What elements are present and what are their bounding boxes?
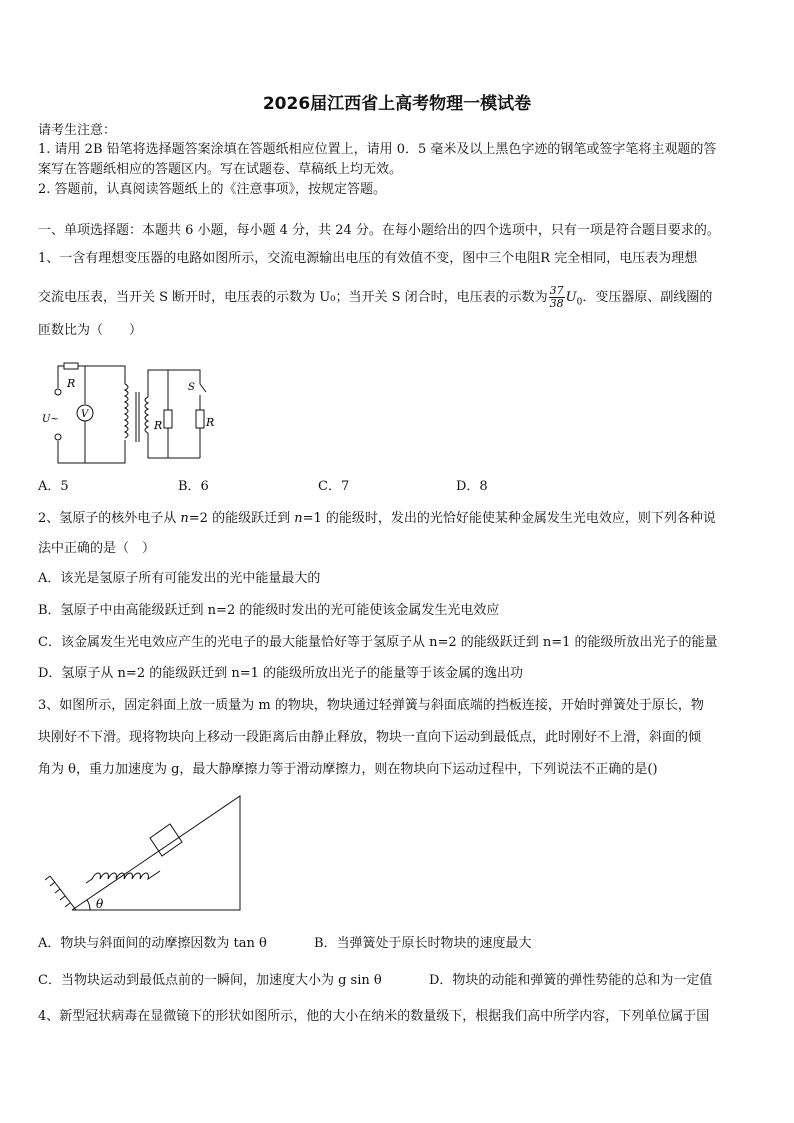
q1-frac-den: 38	[549, 297, 564, 310]
q1-circuit-figure	[40, 362, 230, 467]
q1-options	[38, 478, 488, 496]
q1-fraction	[549, 285, 565, 310]
page-title: 2026届江西省上高考物理一模试卷	[262, 94, 532, 114]
q3-option-a: A．物块与斜面间的动摩擦因数为 tan θ	[38, 936, 267, 951]
section-heading: 一、单项选择题：本题共 6 小题，每小题 4 分，共 24 分。在每小题给出的四个选项中，只有一项是符合题目要求的。	[38, 223, 720, 238]
q1-fig-meter: V	[81, 409, 89, 420]
q2-line-1b: =2 的能级跃迁到	[188, 511, 295, 526]
notice-item-1: 1. 请用 2B 铅笔将选择题答案涂填在答题纸相应位置上，请用 0．5 毫米及以上黑色字迹的钢笔或签字笔将主观题的答	[38, 142, 717, 157]
q1-fig-source: U~	[42, 414, 59, 425]
q2-n-to: n	[294, 511, 303, 526]
q1-line-2a: 交流电压表，当开关 S 断开时，电压表的示数为 U₀；当开关 S 闭合时，电压表的示数为	[38, 290, 548, 305]
q2-option-a: A．该光是氢原子所有可能发出的光中能量最大的	[38, 571, 321, 586]
q1-option-a: A．5	[38, 479, 69, 494]
q1-line-2b: ．变压器原、副线圈的	[582, 290, 713, 305]
notice-item-2: 2. 答题前，认真阅读答题纸上的《注意事项》，按规定答题。	[38, 182, 387, 197]
q1-fig-r-left: R	[154, 419, 163, 432]
q3-option-b: B．当弹簧处于原长时物块的速度最大	[314, 936, 532, 951]
notice-heading: 请考生注意：	[38, 123, 117, 138]
q2-line-1	[38, 510, 716, 528]
q1-fig-switch: S	[188, 382, 195, 393]
q2-line-2: 法中正确的是（ ）	[38, 541, 156, 556]
q2-option-b: B．氢原子中由高能级跃迁到 n=2 的能级时发出的光可能使该金属发生光电效应	[38, 603, 500, 618]
q3-option-d: D．物块的动能和弹簧的弹性势能的总和为一定值	[429, 973, 713, 988]
q3-options-row-1	[38, 935, 532, 953]
q3-line-3: 角为 θ，重力加速度为 g，最大静摩擦力等于滑动摩擦力，则在物块向下运动过程中，下列说法不正确的是()	[38, 762, 658, 777]
q2-option-d: D．氢原子从 n=2 的能级跃迁到 n=1 的能级所放出光子的能量等于该金属的逸出功	[38, 666, 524, 681]
q3-fig-theta: θ	[96, 897, 104, 911]
q3-options-row-2	[38, 972, 712, 990]
q3-incline-figure	[42, 792, 247, 914]
q1-frac-num: 37	[549, 284, 564, 297]
q2-line-1c: =1 的能级时，发出的光恰好能使某种金属发生光电效应，则下列各种说	[302, 511, 716, 526]
q1-option-d: D．8	[456, 479, 488, 494]
q1-line-2	[38, 285, 712, 312]
q3-option-c: C．当物块运动到最低点前的一瞬间，加速度大小为 g sin θ	[38, 973, 382, 988]
q1-option-c: C．7	[318, 479, 350, 494]
q1-fig-r-right: R	[206, 416, 215, 429]
notice-item-1-cont: 案写在答题纸相应的答题区内。写在试题卷、草稿纸上均无效。	[38, 162, 403, 177]
q1-frac-sub: 0	[576, 297, 583, 308]
q2-n-from: n	[180, 511, 189, 526]
q3-line-1: 3、如图所示，固定斜面上放一质量为 m 的物块，物块通过轻弹簧与斜面底端的挡板连接，开始时弹簧处于原长，物	[38, 698, 704, 713]
q1-option-b: B．6	[178, 479, 209, 494]
q1-frac-var: U	[565, 290, 577, 305]
q4-line-1: 4、新型冠状病毒在显微镜下的形状如图所示，他的大小在纳米的数量级下，根据我们高中所学内容，下列单位属于国	[38, 1009, 710, 1024]
q1-line-1: 1、一含有理想变压器的电路如图所示，交流电源输出电压的有效值不变，图中三个电阻R 完全相同，电压表为理想	[38, 251, 698, 266]
q2-option-c: C．该金属发生光电效应产生的光电子的最大能量恰好等于氢原子从 n=2 的能级跃迁到 n=1 的能级所放出光子的能量	[38, 635, 718, 650]
q3-line-2: 块刚好不下滑。现将物块向上移动一段距离后由静止释放，物块一直向下运动到最低点，此时刚好不上滑，斜面的倾	[38, 730, 702, 745]
q1-line-3: 匝数比为（ ）	[38, 323, 143, 338]
q2-line-1a: 2、氢原子的核外电子从	[38, 511, 181, 526]
q1-fig-r-top: R	[67, 377, 76, 390]
